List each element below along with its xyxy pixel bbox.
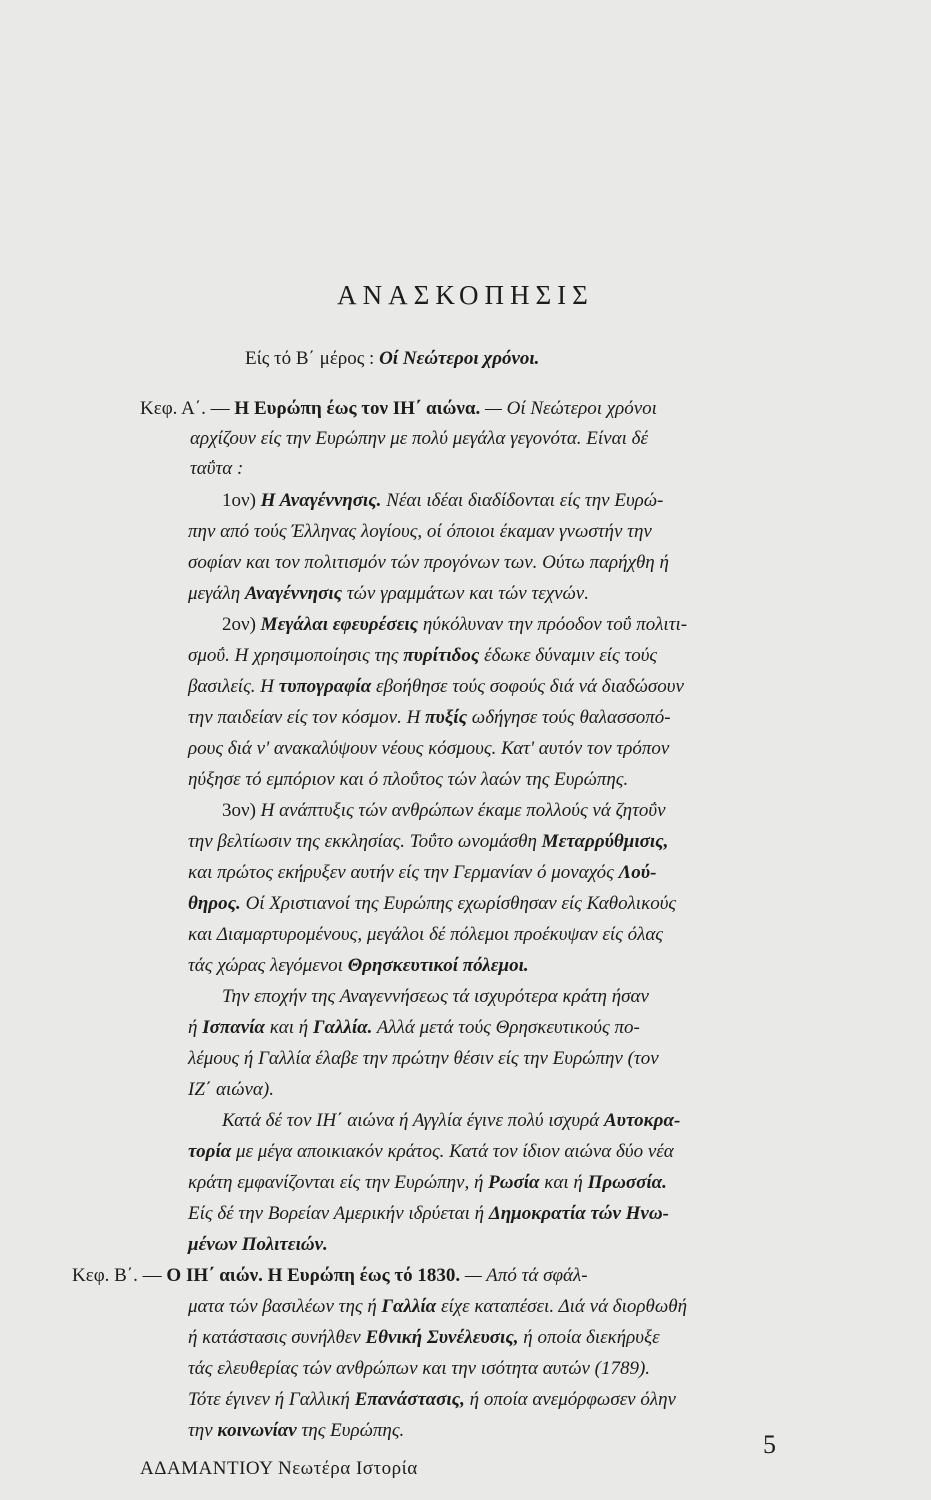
text-line — [188, 893, 676, 915]
text-line — [188, 924, 663, 946]
term: Λού- — [618, 862, 657, 883]
text-segment: ΙΖ΄ αιώνα). — [188, 1079, 274, 1100]
term: Πρωσσία. — [587, 1172, 667, 1193]
term: τορία — [188, 1141, 232, 1162]
term: Ισπανία — [202, 1017, 265, 1038]
text-segment: με μέγα αποικιακόν κράτος. Κατά τον ίδιον αιώνα δύο νέα — [236, 1141, 674, 1162]
text-line — [188, 1234, 328, 1256]
term: Μεταρρύθμισις, — [541, 831, 669, 852]
text-line — [190, 458, 243, 480]
term: Δημοκρατία τών Ηνω- — [488, 1203, 669, 1224]
text-segment: Νέαι ιδέαι διαδίδονται είς την Ευρώ- — [386, 490, 664, 511]
text-segment: Είς δέ την Βορείαν Αμερικήν ιδρύεται ή — [188, 1203, 485, 1224]
text-segment: ή οποία διεκήρυξε — [523, 1327, 660, 1348]
text-line — [188, 1048, 659, 1070]
text-line — [188, 1296, 687, 1318]
subtitle-prefix: Είς τό Β΄ μέρος : — [245, 348, 375, 369]
page-title: ΑΝΑΣΚΟΠΗΣΙΣ — [337, 280, 594, 310]
text-line — [222, 1110, 680, 1132]
text-segment: τάς ελευθερίας τών ανθρώπων και την ισότητα αυτών (1789). — [188, 1358, 651, 1379]
text-line — [190, 428, 648, 450]
term: πυξίς — [425, 707, 468, 728]
text-line — [188, 552, 669, 574]
chapter-label: Κεφ. Β΄. — — [72, 1265, 162, 1286]
text-line — [188, 1389, 676, 1411]
term: Επανάστασις, — [354, 1389, 465, 1410]
text-segment: είχε καταπέσει. Διά νά διορθωθή — [440, 1296, 688, 1317]
text-segment: της Ευρώπης. — [301, 1420, 405, 1441]
text-segment: κράτη εμφανίζονται είς την Ευρώπην, ή — [188, 1172, 484, 1193]
text-line — [188, 707, 671, 729]
term: Η Αναγέννησις. — [260, 490, 382, 511]
text-line — [188, 521, 652, 543]
text-segment: ταΰτα : — [190, 458, 244, 479]
text-line — [140, 398, 657, 420]
term: Αυτοκρα- — [603, 1110, 681, 1131]
text-line — [188, 583, 589, 605]
term: Γαλλία. — [313, 1017, 373, 1038]
text-segment: ηύκόλυναν την πρόοδον τοΰ πολιτι- — [422, 614, 688, 635]
text-segment: βασιλείς. Η — [188, 676, 275, 697]
text-segment: ωδήγησε τούς θαλασσοπό- — [471, 707, 671, 728]
text-line — [222, 490, 663, 512]
text-line — [188, 738, 669, 760]
text-segment: και πρώτος εκήρυξεν αυτήν είς την Γερμανίαν ό μοναχός — [188, 862, 614, 883]
subtitle-emphasis: Οί Νεώτεροι χρόνοι. — [379, 348, 540, 369]
text-segment: και ή — [544, 1172, 583, 1193]
text-segment: ή οποία ανεμόρφωσεν όλην — [469, 1389, 676, 1410]
list-number: 2ον) — [222, 614, 256, 635]
term: πυρίτιδος — [403, 645, 480, 666]
text-line — [188, 955, 529, 977]
text-line — [188, 1017, 640, 1039]
text-segment: Οί Χριστιανοί της Ευρώπης εχωρίσθησαν είς Καθολικούς — [245, 893, 677, 914]
text-line — [188, 1358, 650, 1380]
text-line — [222, 614, 687, 636]
subtitle — [245, 348, 539, 370]
text-segment: — Οί Νεώτεροι χρόνοι — [484, 398, 657, 419]
text-segment: και ή — [269, 1017, 309, 1038]
chapter-heading: Η Ευρώπη έως τον ΙΗ΄ αιώνα. — [234, 398, 481, 419]
text-segment: λέμους ή Γαλλία έλαβε την πρώτην θέσιν είς την Ευρώπην (τον — [188, 1048, 659, 1069]
term: Γαλλία — [381, 1296, 437, 1317]
text-segment: πην από τούς Έλληνας λογίους, οί όποιοι έκαμαν γνωστήν την — [188, 521, 652, 542]
text-segment: και Διαμαρτυρομένους, μεγάλοι δέ πόλεμοι προέκυψαν είς όλας — [188, 924, 664, 945]
text-segment: ματα τών βασιλέων της ή — [188, 1296, 377, 1317]
text-line — [188, 831, 668, 853]
text-segment: σοφίαν και τον πολιτισμόν τών προγόνων των. Ούτω παρήχθη ή — [188, 552, 669, 573]
term: Εθνική Συνέλευσις, — [365, 1327, 519, 1348]
text-line — [188, 1203, 669, 1225]
term: θηρος. — [188, 893, 241, 914]
term: Θρησκευτικοί πόλεμοι. — [347, 955, 529, 976]
text-line — [188, 676, 684, 698]
term: τυπογραφία — [278, 676, 372, 697]
list-number: 1ον) — [222, 490, 256, 511]
term: Αναγέννησις — [244, 583, 343, 604]
text-segment: μεγάλη — [188, 583, 241, 604]
list-number: 3ον) — [222, 800, 256, 821]
text-segment: — Από τά σφάλ- — [464, 1265, 588, 1286]
chapter-heading: Ο ΙΗ΄ αιών. Η Ευρώπη έως τό 1830. — [166, 1265, 461, 1286]
text-segment: Κατά δέ τον ΙΗ΄ αιώνα ή Αγγλία έγινε πολύ ισχυρά — [222, 1110, 600, 1131]
text-segment: την παιδείαν είς τον κόσμον. Η — [188, 707, 421, 728]
text-segment: τάς χώρας λεγόμενοι — [188, 955, 343, 976]
text-segment: Την εποχήν της Αναγεννήσεως τά ισχυρότερα κράτη ήσαν — [222, 986, 649, 1007]
term: μένων Πολιτειών. — [188, 1234, 328, 1255]
text-segment: Τότε έγινεν ή Γαλλική — [188, 1389, 350, 1410]
text-segment: την — [188, 1420, 213, 1441]
text-line — [188, 645, 657, 667]
text-line — [188, 1172, 667, 1194]
text-segment: ή — [188, 1017, 198, 1038]
text-line — [188, 1079, 274, 1101]
text-segment: σμοΰ. Η χρησιμοποίησις της — [188, 645, 399, 666]
text-segment: Η ανάπτυξις τών ανθρώπων έκαμε πολλούς νά ζητοΰν — [260, 800, 666, 821]
text-segment: τών γραμμάτων και τών τεχνών. — [346, 583, 589, 604]
chapter-label: Κεφ. Α΄. — — [140, 398, 230, 419]
text-segment: έδωκε δύναμιν είς τούς — [484, 645, 658, 666]
text-segment: αρχίζουν είς την Ευρώπην με πολύ μεγάλα γεγονότα. Είναι δέ — [190, 428, 648, 449]
text-line — [188, 862, 656, 884]
text-segment: ηύξησε τό εμπόριον και ό πλοΰτος τών λαών της Ευρώπης. — [188, 769, 629, 790]
text-segment: ρους διά ν' ανακαλύψουν νέους κόσμους. Κατ' αυτόν τον τρόπον — [188, 738, 670, 759]
text-segment: Αλλά μετά τούς Θρησκευτικούς πο- — [376, 1017, 640, 1038]
text-segment: ή κατάστασις συνήλθεν — [188, 1327, 361, 1348]
text-line — [222, 800, 666, 822]
footer-signature: ΑΔΑΜΑΝΤΙΟΥ Νεωτέρα Ιστορία — [140, 1458, 418, 1479]
term: κοινωνίαν — [217, 1420, 297, 1441]
text-line — [188, 769, 628, 791]
text-line — [222, 986, 649, 1008]
text-line — [188, 1327, 660, 1349]
text-segment: εβοήθησε τούς σοφούς διά νά διαδώσουν — [375, 676, 684, 697]
page-number: 5 — [763, 1430, 776, 1459]
text-line — [188, 1141, 674, 1163]
text-line — [188, 1420, 404, 1442]
term: Ρωσία — [488, 1172, 540, 1193]
term: Μεγάλαι εφευρέσεις — [260, 614, 419, 635]
text-segment: την βελτίωσιν της εκκλησίας. Τοΰτο ωνομάσθη — [188, 831, 537, 852]
text-line — [72, 1265, 588, 1287]
